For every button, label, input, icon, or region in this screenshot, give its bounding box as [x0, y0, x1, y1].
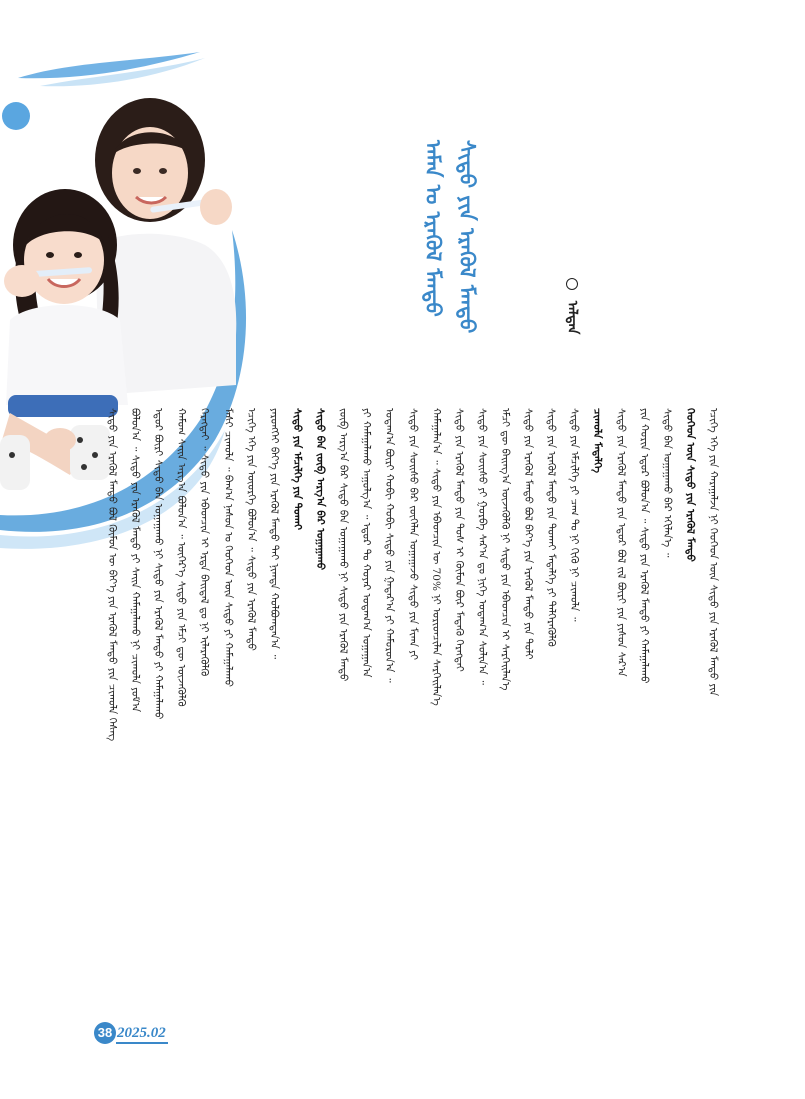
- body-text-column: ᠬᠠᠮᠤᠭ ᠰᠠᠢᠨ ᠠᠷᠭ᠎ᠠ ᠪᠣᠯᠤᠨ᠎ᠠ ᠃ ᠥᠭᠡᠷ᠎ᠡ ᠰᠢᠳᠦ ᠶᠢᠨ ᠡᠮᠴᠢ ᠳᠦ ᠦᠵᠡᠭᠦᠯᠬᠦ: [175, 408, 187, 707]
- body-text-column: ᠰᠢᠳᠦ ᠶᠢᠨ ᠡᠷᠡᠭᠦᠯ ᠮᠡᠨᠳᠦ ᠪᠣᠯ ᠪᠡᠶ᠎ᠡ ᠶᠢᠨ ᠡᠷᠡᠭᠦᠯ ᠮᠡᠨᠳᠦ ᠶᠢᠨ ᠲᠣᠯᠢ: [522, 408, 534, 660]
- body-text-column: ᠡᠮᠴᠢ ᠳᠦ ᠪᠠᠢᠨᠭ᠎ᠠ ᠦᠵᠡᠭᠦᠯᠬᠦ ᠨᠢ ᠰᠢᠳᠦ ᠶᠢᠨ ᠡᠪᠡᠳᠴᠢᠨ ᠢ ᠰᠡᠷᠭᠡᠢᠯᠡᠨ᠎ᠡ: [499, 408, 511, 691]
- article-title-line-1: ᠠᠮᠠᠨ ᠤ ᠡᠷᠡᠭᠦᠯ ᠮᠡᠨᠳᠦ: [421, 140, 446, 317]
- body-text-column: ᠶᠢᠨ ᠬᠣᠷᠢᠨ ᠡᠳᠦᠷ ᠪᠣᠯᠤᠨ᠎ᠠ ᠃ ᠰᠢᠳᠦ ᠶᠢᠨ ᠡᠷᠡᠭᠦᠯ ᠮᠡᠨᠳᠦ ᠶᠢ ᠬᠠᠮᠠᠭᠠᠯᠠᠬᠤ: [638, 408, 650, 684]
- article-title-line-2: ᠰᠢᠳᠦ ᠶᠢᠨ ᠡᠷᠡᠭᠦᠯ ᠮᠡᠨᠳᠦ: [455, 140, 480, 334]
- body-text-column: ᠬᠠᠮᠠᠭᠠᠯᠠᠨ᠎ᠠ ᠃ ᠰᠢᠳᠦ ᠶᠢᠨ ᠡᠪᠡᠳᠴᠢᠨ ᠦ 70% ᠨᠢ ᠤᠷᠢᠳᠴᠢᠯᠠᠨ ᠰᠡᠷᠭᠡᠢᠯᠡᠨ᠎ᠡ: [430, 408, 442, 706]
- body-text-column: ᠰᠢᠳᠦ ᠶᠢᠨ ᠡᠷᠡᠭᠦᠯ ᠮᠡᠨᠳᠦ ᠶᠢᠨ ᠡᠳᠦᠷ ᠪᠣᠯ ᠵᠢᠯ ᠪᠦᠷᠢ ᠶᠢᠨ ᠶᠢᠰᠦᠨ ᠰᠠᠷ᠎ᠠ: [615, 408, 627, 677]
- page-number: 38: [94, 1022, 116, 1044]
- author-byline: [560, 278, 584, 358]
- body-text-column: ᠰᠢᠳᠦ ᠶᠢᠨ ᠡᠮᠴᠢᠯᠭᠡ ᠶᠢ ᠴᠠᠭ ᠲᠤ ᠨᠢ ᠬᠢᠬᠦ ᠨᠢ ᠴᠢᠬᠤᠯᠠ ᠃: [568, 408, 580, 622]
- body-text-column: ᠵᠥᠪ ᠠᠷᠭ᠎ᠠ ᠪᠠᠷ ᠰᠢᠳᠦ ᠪᠡᠨ ᠤᠭᠠᠭᠠᠬᠤ ᠨᠢ ᠰᠢᠳᠦ ᠶᠢᠨ ᠡᠷᠡᠭᠦᠯ ᠮᠡᠨᠳᠦ: [337, 408, 349, 682]
- section-heading: ᠬᠡᠦᠬᠡᠳ ᠦᠨ ᠰᠢᠳᠦ ᠶᠢᠨ ᠡᠷᠡᠭᠦᠯ ᠮᠡᠨᠳᠦ: [684, 408, 696, 562]
- body-text-column: ᠡᠴᠢᠭᠡ ᠡᠬᠡ ᠶᠢᠨ ᠬᠠᠷᠠᠭᠠᠯᠵᠠ ᠨᠢ ᠬᠡᠦᠬᠡᠳ ᠦᠨ ᠰᠢᠳᠦ ᠶᠢᠨ ᠡᠷᠡᠭᠦᠯ ᠮᠡᠨᠳᠦ ᠶᠢᠨ: [707, 408, 719, 697]
- body-text-column: ᠰᠢᠳᠦ ᠶᠢᠨ ᠡᠷᠡᠭᠦᠯ ᠮᠡᠨᠳᠦ ᠶᠢᠨ ᠲᠤᠰ ᠢ ᠬᠦᠮᠦᠨ ᠪᠦᠷ ᠮᠡᠳᠡᠬᠦ ᠬᠡᠷᠡᠭᠲᠡᠢ: [453, 408, 465, 672]
- body-text-column: ᠰᠢᠳᠦ ᠪᠡᠨ ᠤᠭᠠᠭᠠᠬᠤ ᠪᠠᠷ ᠡᠬᠢᠯᠡᠨ᠎ᠡ ᠃: [661, 408, 673, 558]
- body-text-column: ᠰᠢᠳᠦ ᠶᠢᠨ ᠡᠷᠡᠭᠦᠯ ᠮᠡᠨᠳᠦ ᠶᠢᠨ ᠲᠤᠬᠠᠢ ᠮᠡᠳᠡᠯᠭᠡ ᠶᠢ ᠳᠡᠯᠭᠡᠷᠡᠭᠦᠯᠬᠦ: [545, 408, 557, 647]
- body-text-column: ᠪᠣᠯᠤᠨ᠎ᠠ ᠃ ᠰᠢᠳᠦ ᠶᠢᠨ ᠡᠷᠡᠭᠦᠯ ᠮᠡᠨᠳᠦ ᠶᠢ ᠰᠠᠢᠨ ᠬᠠᠮᠠᠭᠠᠯᠠᠬᠤ ᠨᠢ ᠴᠢᠬᠤᠯᠠ ᠶᠤᠮ᠎ᠠ: [129, 408, 141, 713]
- body-text-column: ᠬᠡᠷᠡᠭᠲᠡᠢ ᠃ ᠰᠢᠳᠦ ᠶᠢᠨ ᠡᠪᠡᠳᠴᠢᠨ ᠢ ᠡᠷᠲᠡ ᠪᠠᠢᠳᠠᠯ ᠳᠤ ᠨᠢ ᠢᠯᠡᠷᠡᠭᠦᠯᠬᠦ: [198, 408, 210, 677]
- issue-underline: [116, 1042, 168, 1044]
- section-heading: ᠰᠢᠳᠦ ᠶᠢᠨ ᠡᠮᠴᠢᠯᠭᠡ ᠶᠢᠨ ᠲᠤᠬᠠᠢ: [291, 408, 303, 531]
- issue-label: 2025.02: [117, 1025, 166, 1041]
- section-heading: ᠰᠢᠳᠦ ᠪᠡᠨ ᠵᠥᠪ ᠠᠷᠭ᠎ᠠ ᠪᠠᠷ ᠤᠭᠠᠭᠠᠬᠤ: [314, 408, 326, 571]
- body-text-column: ᠰᠢᠳᠦ ᠶᠢᠨ ᠰᠣᠢᠰᠤ ᠪᠠᠷ ᠵᠥᠭᠡᠯᠡᠨ ᠤᠭᠠᠭᠠᠵᠤ ᠰᠢᠳᠦ ᠶᠢᠨ ᠮᠢᠬᠠ ᠶᠢ: [407, 408, 419, 660]
- body-text-column: ᠶᠢ ᠬᠠᠮᠠᠭᠠᠯᠠᠬᠤ ᠠᠭᠤᠯᠭ᠎ᠠ ᠃ ᠡᠳᠦᠷ ᠲᠤ ᠬᠣᠶᠠᠷ ᠤᠳᠠᠭ᠎ᠠ ᠤᠭᠠᠭᠠᠨ᠎ᠠ: [360, 408, 372, 678]
- body-text-column: ᠶᠡᠷᠦᠩᠬᠡᠢ ᠪᠡᠶ᠎ᠡ ᠶᠢᠨ ᠡᠷᠡᠭᠦᠯ ᠮᠡᠨᠳᠦ ᠲᠠᠢ ᠨᠢᠭᠲᠠ ᠬᠣᠯᠪᠣᠭᠳᠠᠨ᠎ᠠ ᠃: [268, 408, 280, 660]
- section-heading: ᠴᠢᠬᠤᠯᠠ ᠮᠡᠳᠡᠯᠭᠡ: [591, 408, 603, 473]
- body-text-column: ᠰᠢᠳᠦ ᠶᠢᠨ ᠰᠣᠢᠰᠤ ᠶᠢ ᠭᠤᠷᠪᠠ ᠰᠠᠷ᠎ᠠ ᠳᠤ ᠨᠢᠭᠡ ᠤᠳᠠᠭ᠎ᠠ ᠰᠣᠯᠢᠨ᠎ᠠ ᠃: [476, 408, 488, 685]
- body-text-column: ᠤᠳᠠᠭ᠎ᠠ ᠪᠦᠷᠢ ᠬᠤᠪᠢ ᠬᠤᠪᠢ ᠰᠢᠳᠦ ᠶᠢᠨ ᠭᠠᠳᠠᠷ᠎ᠠ ᠶᠢ ᠬᠠᠮᠤᠷᠤᠨ᠎ᠠ ᠃: [383, 408, 395, 683]
- body-text-column: ᠡᠳᠦᠷ ᠪᠦᠷᠢ ᠰᠢᠳᠦ ᠪᠡᠨ ᠤᠭᠠᠭᠠᠬᠤ ᠨᠢ ᠰᠢᠳᠦ ᠶᠢᠨ ᠡᠷᠡᠭᠦᠯ ᠮᠡᠨᠳᠦ ᠶᠢ ᠬᠠᠮᠠᠭᠠᠯᠠᠬᠤ: [152, 408, 164, 720]
- body-text-column: ᠰᠢᠳᠦ ᠶᠢᠨ ᠡᠷᠡᠭᠦᠯ ᠮᠡᠨᠳᠦ ᠪᠣᠯ ᠬᠦᠮᠦᠨ ᠦ ᠪᠡᠶ᠎ᠡ ᠶᠢᠨ ᠡᠷᠡᠭᠦᠯ ᠮᠡᠨᠳᠦ ᠶᠢᠨ ᠴᠢᠬᠤᠯᠠ ᠬᠡᠰᠡᠭ: [106, 408, 118, 742]
- author-name: ᠠᠯᠳᠠᠨ: [564, 300, 580, 335]
- body-text-column: ᠡᠴᠢᠭᠡ ᠡᠬᠡ ᠶᠢᠨ ᠦᠦᠷᠭᠡ ᠪᠣᠯᠤᠨ᠎ᠠ ᠃ ᠰᠢᠳᠦ ᠶᠢᠨ ᠡᠷᠡᠭᠦᠯ ᠮᠡᠨᠳᠦ: [245, 408, 257, 651]
- body-text-column: ᠮᠠᠰᠢ ᠴᠢᠬᠤᠯᠠ ᠃ ᠪᠠᠭ᠎ᠠ ᠨᠠᠰᠤᠨ ᠤ ᠬᠡᠦᠬᠡᠳ ᠦᠨ ᠰᠢᠳᠦ ᠶᠢ ᠬᠠᠮᠠᠭᠠᠯᠠᠬᠤ: [222, 408, 234, 687]
- ring-icon: [566, 278, 578, 290]
